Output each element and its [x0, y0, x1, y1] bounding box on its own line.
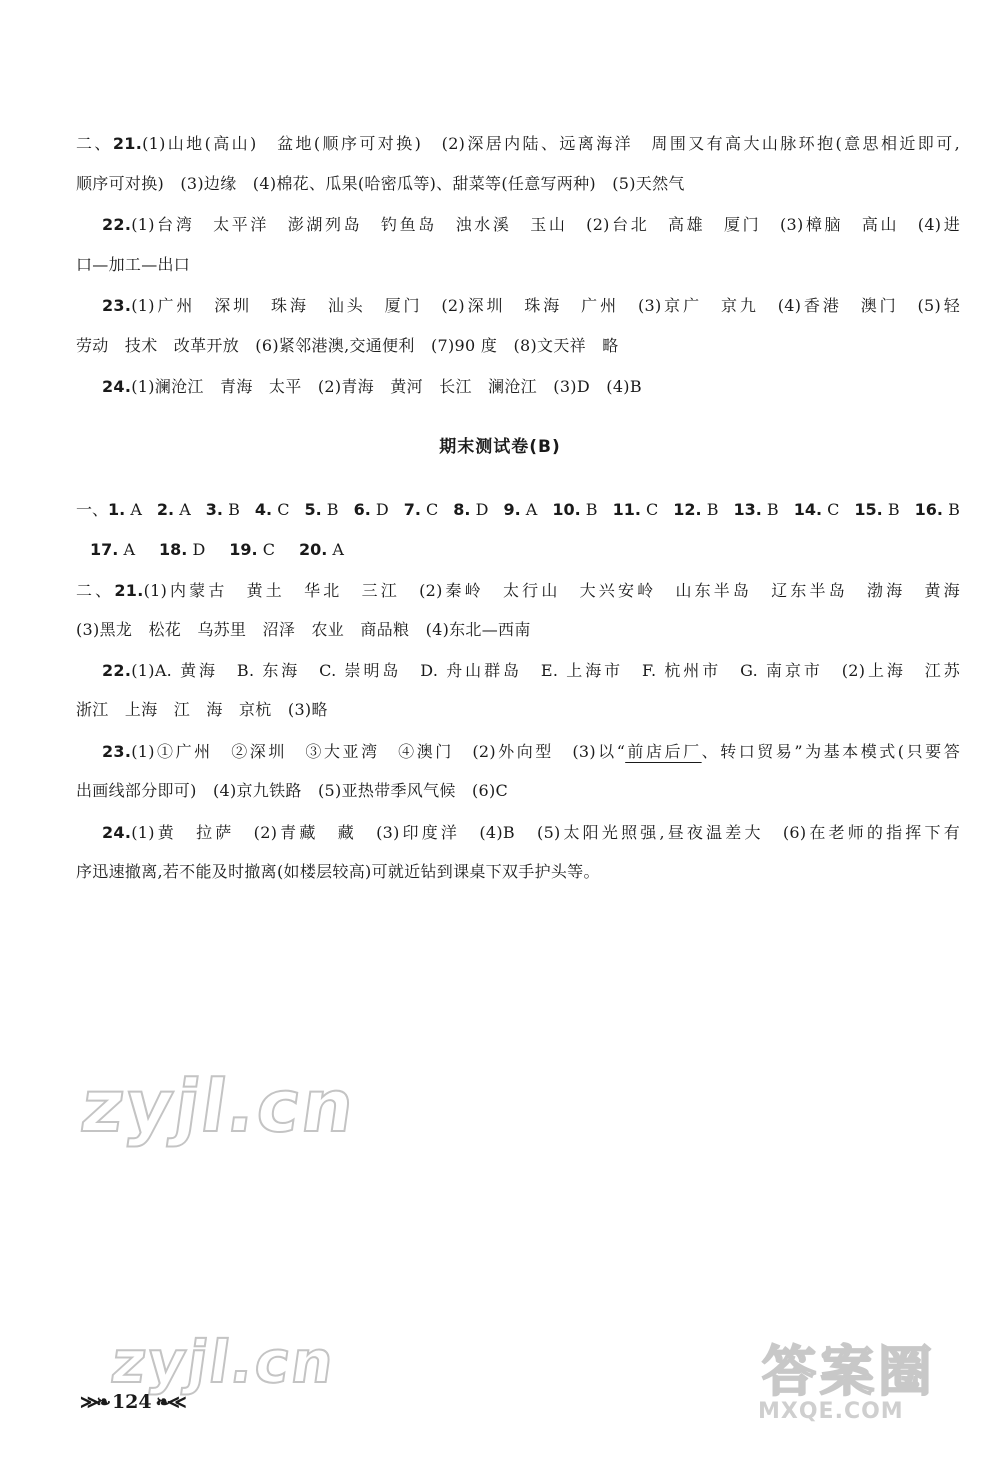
- answer-text: 浙江 上海 江 海 京杭 (3)略: [76, 700, 328, 719]
- answer-letter: A: [332, 540, 344, 559]
- mcq-answers-row2: [90, 530, 974, 570]
- answer-text: (1)A. 黄海 B. 东海 C. 崇明岛 D. 舟山群岛 E. 上海市 F. 杭州市 G. 南京市 (2)上海 江苏: [131, 661, 960, 680]
- question-number: 11.: [612, 500, 641, 519]
- question-number: 8.: [453, 500, 471, 519]
- mcq-answer: [794, 490, 840, 530]
- answer-letter: A: [130, 500, 142, 519]
- question-number: 2.: [156, 500, 175, 519]
- mcq-answer: [503, 490, 537, 530]
- section-label: 二、: [76, 581, 115, 600]
- ornament-left-icon: ≫❧: [80, 1391, 108, 1413]
- mcq-answer: [229, 530, 275, 570]
- b-q21-line2: [76, 610, 960, 650]
- answer-letter: C: [827, 500, 840, 519]
- question-number: 14.: [793, 500, 823, 519]
- b-q24-line1: [76, 813, 960, 853]
- answer-letter: B: [948, 500, 960, 519]
- question-number: 24.: [102, 377, 132, 396]
- question-number: 9.: [503, 500, 521, 519]
- page-number-text: 124: [111, 1391, 152, 1413]
- answer-letter: D: [375, 500, 389, 519]
- question-number: 12.: [673, 500, 702, 519]
- q21-line2: [76, 164, 960, 204]
- section-label: 二、: [76, 134, 113, 153]
- section-label: 一、: [76, 500, 109, 519]
- q22-line1: [76, 205, 960, 245]
- answer-text: (1)澜沧江 青海 太平 (2)青海 黄河 长江 澜沧江 (3)D (4)B: [131, 377, 642, 396]
- mcq-answer: [299, 530, 344, 570]
- mcq-answer: [354, 490, 389, 530]
- question-number: 21.: [114, 581, 144, 600]
- answer-letter: B: [887, 500, 900, 519]
- q22-line2: [76, 245, 960, 285]
- answer-letter: B: [228, 500, 240, 519]
- answer-letter: B: [326, 500, 339, 519]
- question-number: 24.: [102, 823, 132, 842]
- mcq-answer: [453, 490, 488, 530]
- question-number: 7.: [403, 500, 421, 519]
- mcq-answer: [304, 490, 338, 530]
- q24-line1: [76, 367, 960, 407]
- mcq-answer: [404, 490, 439, 530]
- answer-letter: B: [585, 500, 598, 519]
- question-number: 19.: [229, 540, 258, 559]
- answer-letter: A: [179, 500, 191, 519]
- answer-letter: C: [277, 500, 290, 519]
- answer-letter: A: [123, 540, 135, 559]
- mcq-answer: [854, 490, 899, 530]
- question-number: 3.: [205, 500, 224, 519]
- question-number: 22.: [102, 661, 132, 680]
- question-number: 5.: [304, 500, 322, 519]
- q23-line2: [76, 326, 960, 366]
- mcq-answer: [552, 490, 597, 530]
- mcq-answer: [613, 490, 659, 530]
- mcq-answer: [255, 490, 290, 530]
- watermark-zyjl-small: zyjl.cn: [107, 1328, 340, 1396]
- answer-text: (1)内蒙古 黄土 华北 三江 (2)秦岭 太行山 大兴安岭 山东半岛 辽东半岛 渤海 黄海: [143, 581, 960, 600]
- underlined-text: 前店后厂: [625, 742, 702, 761]
- answer-text: 出画线部分即可) (4)京九铁路 (5)亚热带季风气候 (6)C: [76, 781, 509, 800]
- mcq-answers-row1: [76, 490, 960, 530]
- question-number: 13.: [733, 500, 762, 519]
- b-q22-line2: [76, 690, 960, 730]
- answer-letter: D: [475, 500, 489, 519]
- answer-letter: A: [525, 500, 538, 519]
- q23-line1: [76, 286, 960, 326]
- answer-text: (1)黄 拉萨 (2)青藏 藏 (3)印度洋 (4)B (5)太阳光照强,昼夜温差大 (6)在老师的指挥下有: [131, 823, 960, 842]
- question-number: 23.: [102, 296, 132, 315]
- question-number: 23.: [102, 742, 132, 761]
- corner-watermark-url: MXQE.COM: [758, 1399, 904, 1424]
- question-number: 22.: [102, 215, 132, 234]
- mcq-answer: [76, 490, 142, 530]
- answer-text: (1)台湾 太平洋 澎湖列岛 钓鱼岛 浊水溪 玉山 (2)台北 高雄 厦门 (3)樟脑 高山 (4)进: [131, 215, 960, 234]
- mcq-answer: [157, 490, 191, 530]
- question-number: 15.: [854, 500, 883, 519]
- answer-letter: C: [426, 500, 439, 519]
- mcq-answer: [159, 530, 205, 570]
- mcq-answer: [90, 530, 135, 570]
- question-number: 21.: [112, 134, 143, 153]
- answer-text: 口—加工—出口: [76, 255, 191, 274]
- page-number: [80, 1382, 184, 1422]
- answer-letter: D: [192, 540, 206, 559]
- b-q22-line1: [76, 651, 960, 691]
- b-q23-line2: [76, 771, 960, 811]
- b-q23-line1: [76, 732, 960, 772]
- answer-text: (1)①广州 ②深圳 ③大亚湾 ④澳门 (2)外向型 (3)以“: [131, 742, 626, 761]
- section-title: 期末测试卷(B): [439, 437, 561, 457]
- answer-text: 序迅速撤离,若不能及时撤离(如楼层较高)可就近钻到课桌下双手护头等。: [76, 862, 600, 881]
- b-q24-line2: [76, 852, 960, 892]
- question-number: 1.: [108, 500, 126, 519]
- mcq-answer: [673, 490, 718, 530]
- answer-letter: C: [262, 540, 275, 559]
- answer-text: (3)黑龙 松花 乌苏里 沼泽 农业 商品粮 (4)东北—西南: [76, 620, 531, 639]
- question-number: 4.: [254, 500, 273, 519]
- answer-letter: B: [766, 500, 779, 519]
- corner-watermark-logo: 答案圈: [762, 1340, 936, 1403]
- watermark-zyjl: zyjl.cn: [76, 1064, 362, 1148]
- q21-line1: [76, 124, 960, 164]
- mcq-answer: [733, 490, 778, 530]
- answer-text: 顺序可对换) (3)边缘 (4)棉花、瓜果(哈密瓜等)、甜菜等(任意写两种) (5)天然气: [76, 174, 685, 193]
- question-number: 10.: [552, 500, 581, 519]
- answer-text: (1)广州 深圳 珠海 汕头 厦门 (2)深圳 珠海 广州 (3)京广 京九 (4)香港 澳门 (5)轻: [131, 296, 960, 315]
- mcq-answer: [915, 490, 960, 530]
- answer-text: (1)山地(高山) 盆地(顺序可对换) (2)深居内陆、远离海洋 周围又有高大山脉环抱(意思相近即可,: [142, 134, 960, 153]
- question-number: 18.: [159, 540, 188, 559]
- answer-letter: C: [646, 500, 659, 519]
- answer-letter: B: [706, 500, 719, 519]
- mcq-answer: [206, 490, 240, 530]
- question-number: 17.: [90, 540, 119, 559]
- answer-text: 、转口贸易”为基本模式(只要答: [701, 742, 960, 761]
- answer-text: 劳动 技术 改革开放 (6)紧邻港澳,交通便利 (7)90 度 (8)文天祥 略: [76, 336, 619, 355]
- question-number: 6.: [353, 500, 371, 519]
- corner-watermark: [726, 1327, 966, 1437]
- question-number: 16.: [914, 500, 943, 519]
- b-q21-line1: [76, 571, 960, 611]
- question-number: 20.: [298, 540, 328, 559]
- ornament-right-icon: ❧≪: [155, 1391, 184, 1413]
